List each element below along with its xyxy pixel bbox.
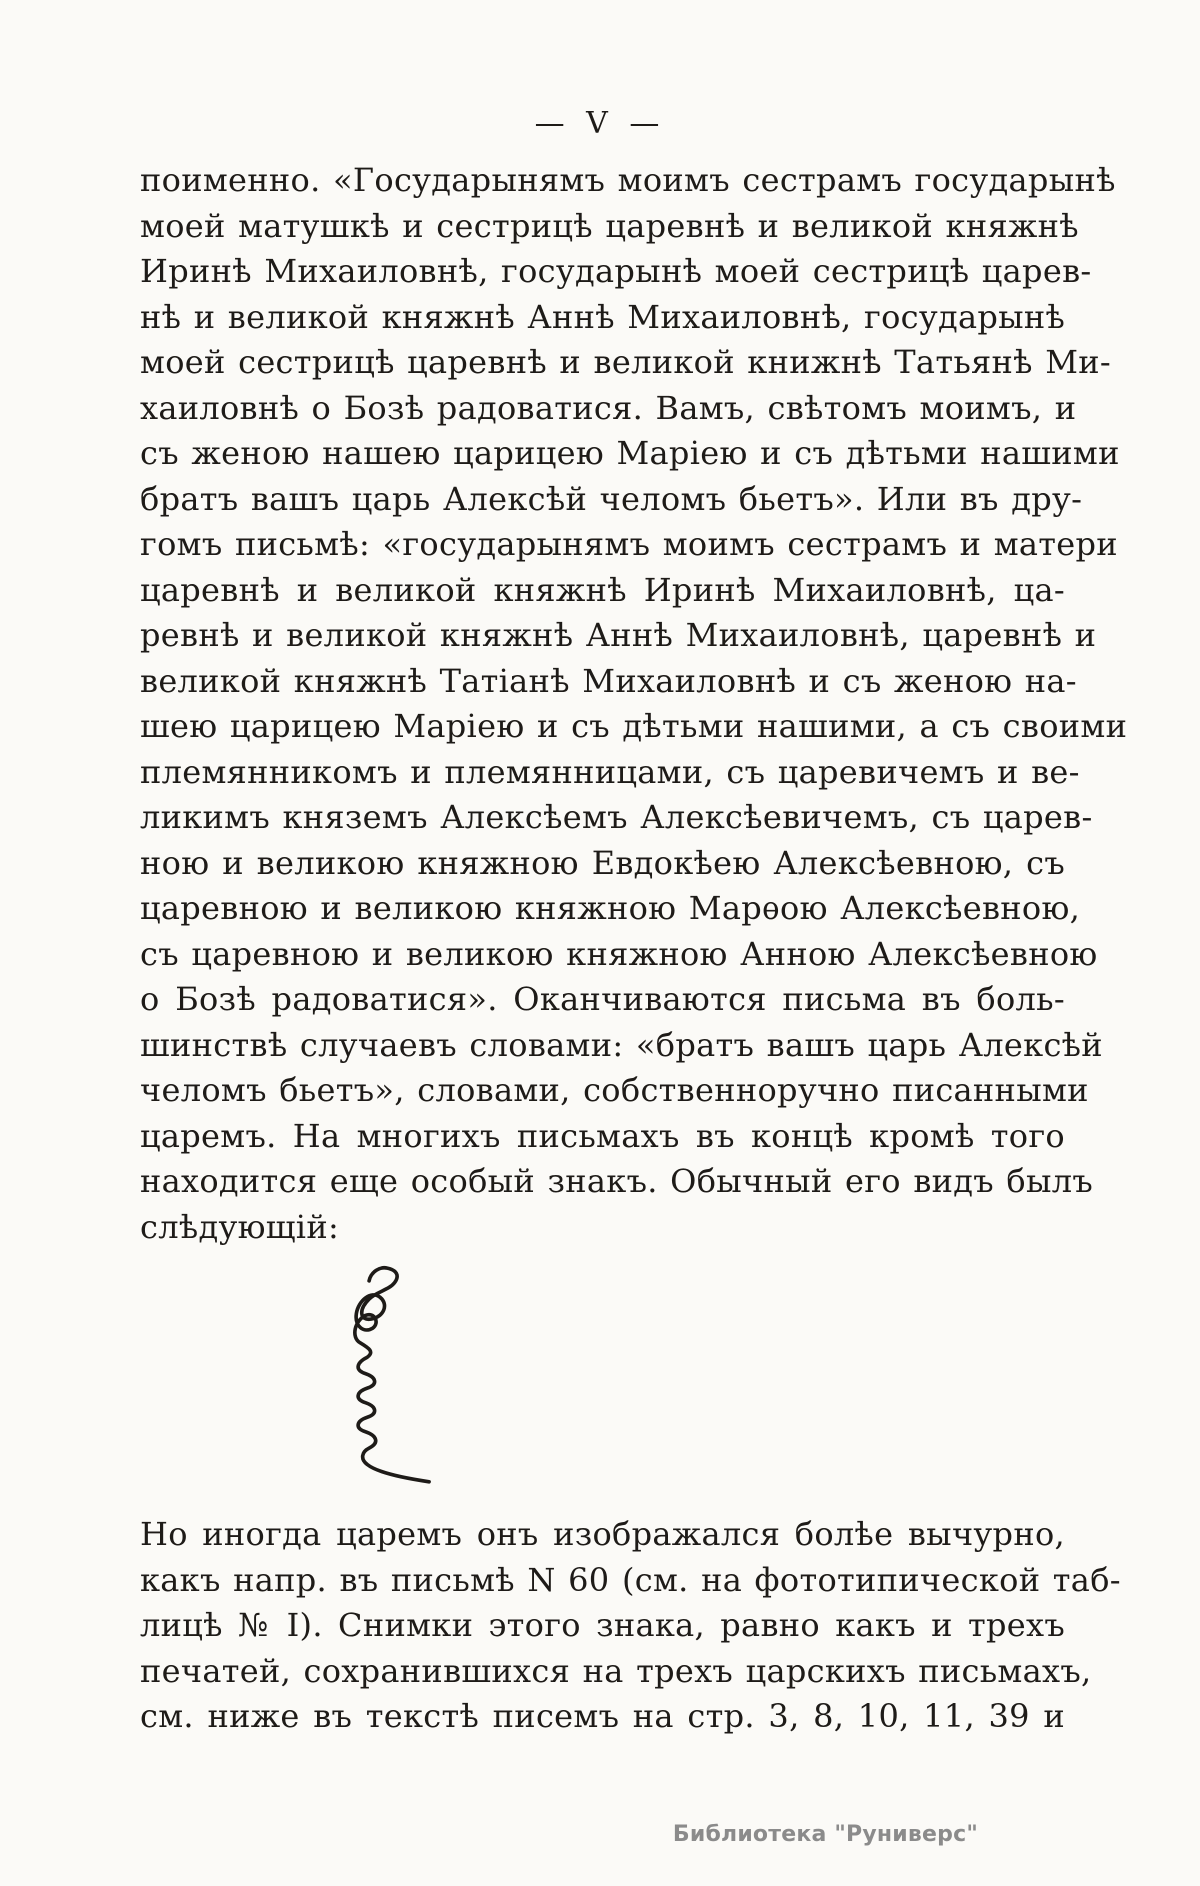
text-line: находится еще особый знакъ. Обычный его видъ былъ <box>140 1162 1094 1200</box>
tsar-sign-flourish-icon <box>340 1252 440 1497</box>
text-line: печатей, сохранившихся на трехъ царскихъ письмахъ, <box>140 1651 1092 1690</box>
text-line: царемъ. На многихъ письмахъ въ концѣ кромѣ того <box>140 1116 1065 1155</box>
text-line: Иринѣ Михаиловнѣ, государынѣ моей сестрицѣ царев- <box>140 252 1092 290</box>
text-line: поименно. «Государынямъ моимъ сестрамъ государынѣ <box>140 161 1116 199</box>
text-line: племянникомъ и племянницами, съ царевичемъ и ве- <box>140 752 1080 791</box>
text-line: шинствѣ случаевъ словами: «братъ вашъ царь Алексѣй <box>140 1025 1103 1064</box>
text-line: гомъ письмѣ: «государынямъ моимъ сестрамъ и матери <box>140 525 1118 563</box>
text-line: съ царевною и великою княжною Анною Алексѣевною <box>140 934 1098 973</box>
text-line: ревнѣ и великой княжнѣ Аннѣ Михаиловнѣ, царевнѣ и <box>140 616 1097 654</box>
text-line: великой княжнѣ Татіанѣ Михаиловнѣ и съ женою на- <box>140 661 1077 700</box>
page-number: — V — <box>534 106 666 141</box>
library-watermark: Библиотека "Руниверс" <box>672 1822 978 1847</box>
paragraph-letters-quote <box>140 158 1128 1250</box>
text-line: ною и великою княжною Евдокѣею Алексѣевною, съ <box>140 843 1065 882</box>
text-line: челомъ бьетъ», словами, собственноручно писанными <box>140 1071 1089 1109</box>
text-line: хаиловнѣ о Бозѣ радоватися. Вамъ, свѣтомъ моимъ, и <box>140 388 1077 427</box>
text-line: нѣ и великой княжнѣ Аннѣ Михаиловнѣ, государынѣ <box>140 297 1066 336</box>
text-line: ликимъ княземъ Алексѣемъ Алексѣевичемъ, съ царев- <box>140 798 1093 836</box>
text-line: моей сестрицѣ царевнѣ и великой книжнѣ Татьянѣ Ми- <box>140 343 1112 381</box>
text-line: царевнѣ и великой княжнѣ Иринѣ Михаиловнѣ, ца- <box>140 570 1065 609</box>
text-line: братъ вашъ царь Алексѣй челомъ бьетъ». Или въ дру- <box>140 479 1083 518</box>
text-line: царевною и великою княжною Марѳою Алексѣевною, <box>140 889 1081 927</box>
text-line: Но иногда царемъ онъ изображался болѣе вычурно, <box>140 1515 1065 1553</box>
text-line: съ женою нашею царицею Маріею и съ дѣтьми нашими <box>140 434 1120 472</box>
text-line: моей матушкѣ и сестрицѣ царевнѣ и великой княжнѣ <box>140 206 1079 245</box>
text-line: о Бозѣ радоватися». Оканчиваются письма въ боль- <box>140 980 1065 1018</box>
text-line: шею царицею Маріею и съ дѣтьми нашими, а съ своими <box>140 707 1128 745</box>
paragraph-closing <box>140 1512 1121 1740</box>
text-line: лицѣ № I). Снимки этого знака, равно какъ и трехъ <box>140 1606 1065 1644</box>
text-line: слѣдующій: <box>140 1207 340 1246</box>
text-line: какъ напр. въ письмѣ N 60 (см. на фототипической таб- <box>140 1560 1121 1599</box>
text-line: см. ниже въ текстѣ писемъ на стр. 3, 8, 10, 11, 39 и <box>140 1697 1065 1735</box>
